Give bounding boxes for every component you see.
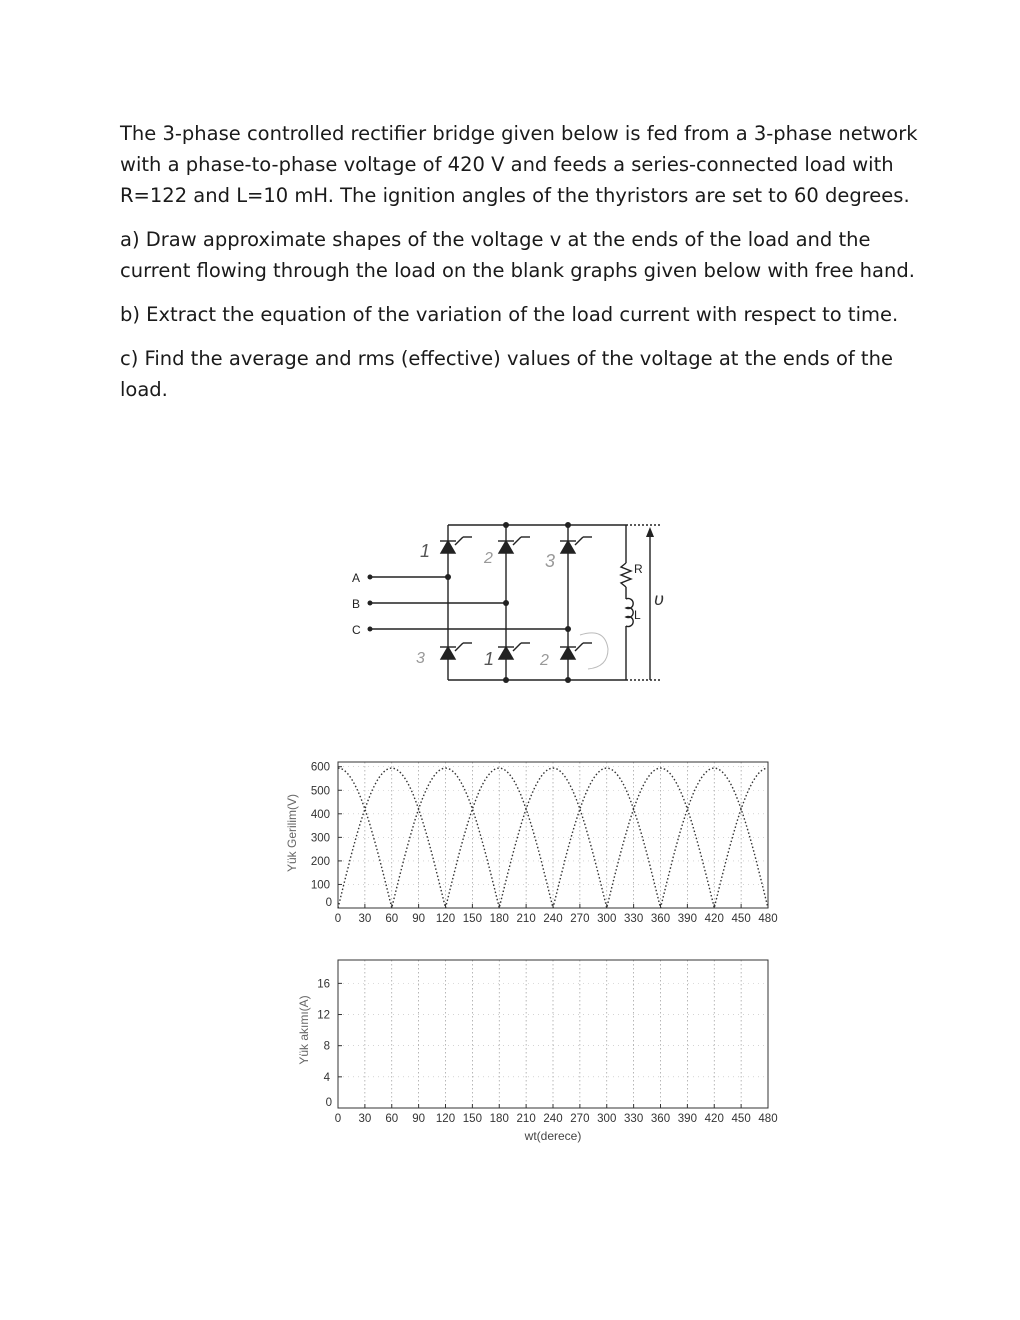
output-voltage-label: υ bbox=[654, 589, 664, 609]
x-tick-label: 390 bbox=[677, 1113, 697, 1125]
x-tick-label: 90 bbox=[412, 913, 426, 925]
current-chart-gridlines bbox=[338, 960, 768, 1108]
x-tick-label: 360 bbox=[650, 913, 671, 925]
y-tick-label: 500 bbox=[310, 785, 330, 798]
load-current-chart bbox=[270, 945, 790, 1155]
y-tick-label: 16 bbox=[317, 978, 330, 991]
y-tick-label: 200 bbox=[310, 855, 330, 868]
x-tick-label: 300 bbox=[597, 1113, 617, 1125]
x-tick-label: 240 bbox=[543, 913, 563, 925]
question-part-c: c) Find the average and rms (effective) values of the voltage at the ends of the load. bbox=[120, 347, 893, 401]
x-tick-label: 150 bbox=[462, 1113, 482, 1125]
x-tick-label: 330 bbox=[624, 913, 644, 925]
x-tick-label: 0 bbox=[334, 1113, 342, 1125]
resistor-label: R bbox=[634, 562, 643, 576]
x-tick-label: 120 bbox=[435, 1113, 456, 1125]
current-chart-plot-area bbox=[338, 960, 768, 1108]
current-chart-ylabel: Yük akımı(A) bbox=[297, 995, 311, 1065]
input-label-a: A bbox=[352, 571, 361, 585]
x-tick-label: 30 bbox=[358, 913, 372, 925]
x-tick-label: 270 bbox=[570, 1113, 590, 1125]
rectifier-bridge-diagram bbox=[330, 515, 690, 690]
question-part-b: b) Extract the equation of the variation of the load current with respect to time. bbox=[120, 303, 899, 326]
x-tick-label: 150 bbox=[462, 913, 482, 925]
x-tick-label: 390 bbox=[677, 913, 697, 925]
x-tick-label: 270 bbox=[570, 913, 590, 925]
x-tick-label: 60 bbox=[385, 913, 399, 925]
thyristor-label-upper-2: 2 bbox=[484, 550, 493, 567]
x-tick-label: 480 bbox=[758, 1113, 778, 1125]
x-tick-label: 300 bbox=[597, 913, 617, 925]
y-tick-label: 4 bbox=[323, 1071, 330, 1084]
y-tick-label: 0 bbox=[325, 1097, 332, 1109]
question-part-a: a) Draw approximate shapes of the voltage v at the ends of the load and the current flowing through the load on the blank graphs given below with free hand. bbox=[120, 228, 915, 282]
x-tick-label: 420 bbox=[704, 1113, 724, 1125]
x-tick-label: 420 bbox=[704, 913, 724, 925]
y-tick-label: 600 bbox=[310, 761, 330, 774]
x-tick-label: 450 bbox=[731, 913, 751, 925]
x-tick-label: 60 bbox=[385, 1113, 399, 1125]
thyristor-label-lower-2: 2 bbox=[540, 652, 549, 669]
y-tick-label: 100 bbox=[310, 879, 330, 892]
x-tick-label: 360 bbox=[650, 1113, 671, 1125]
input-label-b: B bbox=[352, 597, 361, 611]
thyristor-label-upper-1: 1 bbox=[420, 541, 431, 561]
x-tick-label: 330 bbox=[624, 1113, 644, 1125]
x-tick-label: 240 bbox=[543, 1113, 563, 1125]
question-text bbox=[120, 118, 920, 418]
current-chart-ticks bbox=[317, 978, 777, 1125]
question-intro: The 3-phase controlled rectifier bridge given below is fed from a 3-phase network with a phase-to-phase voltage of 420 V and feeds a series-connected load with R=122 and L=10 mH. The ignition angles of the thyristors are set to 60 degrees. bbox=[120, 122, 918, 207]
x-tick-label: 210 bbox=[516, 913, 536, 925]
y-tick-label: 12 bbox=[317, 1009, 330, 1022]
thyristor-label-upper-3: 3 bbox=[545, 551, 556, 571]
y-tick-label: 400 bbox=[310, 808, 330, 821]
x-tick-label: 0 bbox=[334, 913, 342, 925]
thyristor-label-lower-1: 1 bbox=[484, 649, 495, 669]
x-tick-label: 180 bbox=[489, 1113, 509, 1125]
x-tick-label: 480 bbox=[758, 913, 778, 925]
x-tick-label: 30 bbox=[358, 1113, 372, 1125]
voltage-chart-ticks bbox=[311, 762, 778, 925]
y-tick-label: 8 bbox=[323, 1040, 330, 1053]
y-tick-label: 300 bbox=[310, 832, 330, 845]
voltage-chart-gridlines bbox=[338, 762, 768, 908]
y-tick-label: 0 bbox=[325, 897, 332, 909]
input-label-c: C bbox=[352, 623, 361, 637]
x-tick-label: 450 bbox=[731, 1113, 751, 1125]
x-tick-label: 210 bbox=[516, 1113, 536, 1125]
x-tick-label: 120 bbox=[435, 913, 456, 925]
voltage-chart-ylabel: Yük Gerilim(V) bbox=[285, 793, 299, 873]
x-tick-label: 90 bbox=[412, 1113, 426, 1125]
load-voltage-chart bbox=[270, 745, 790, 935]
x-tick-label: 180 bbox=[489, 913, 509, 925]
inductor-label: L bbox=[634, 608, 641, 622]
current-chart-xlabel: wt(derece) bbox=[524, 1129, 582, 1143]
thyristor-label-lower-3: 3 bbox=[416, 650, 425, 667]
